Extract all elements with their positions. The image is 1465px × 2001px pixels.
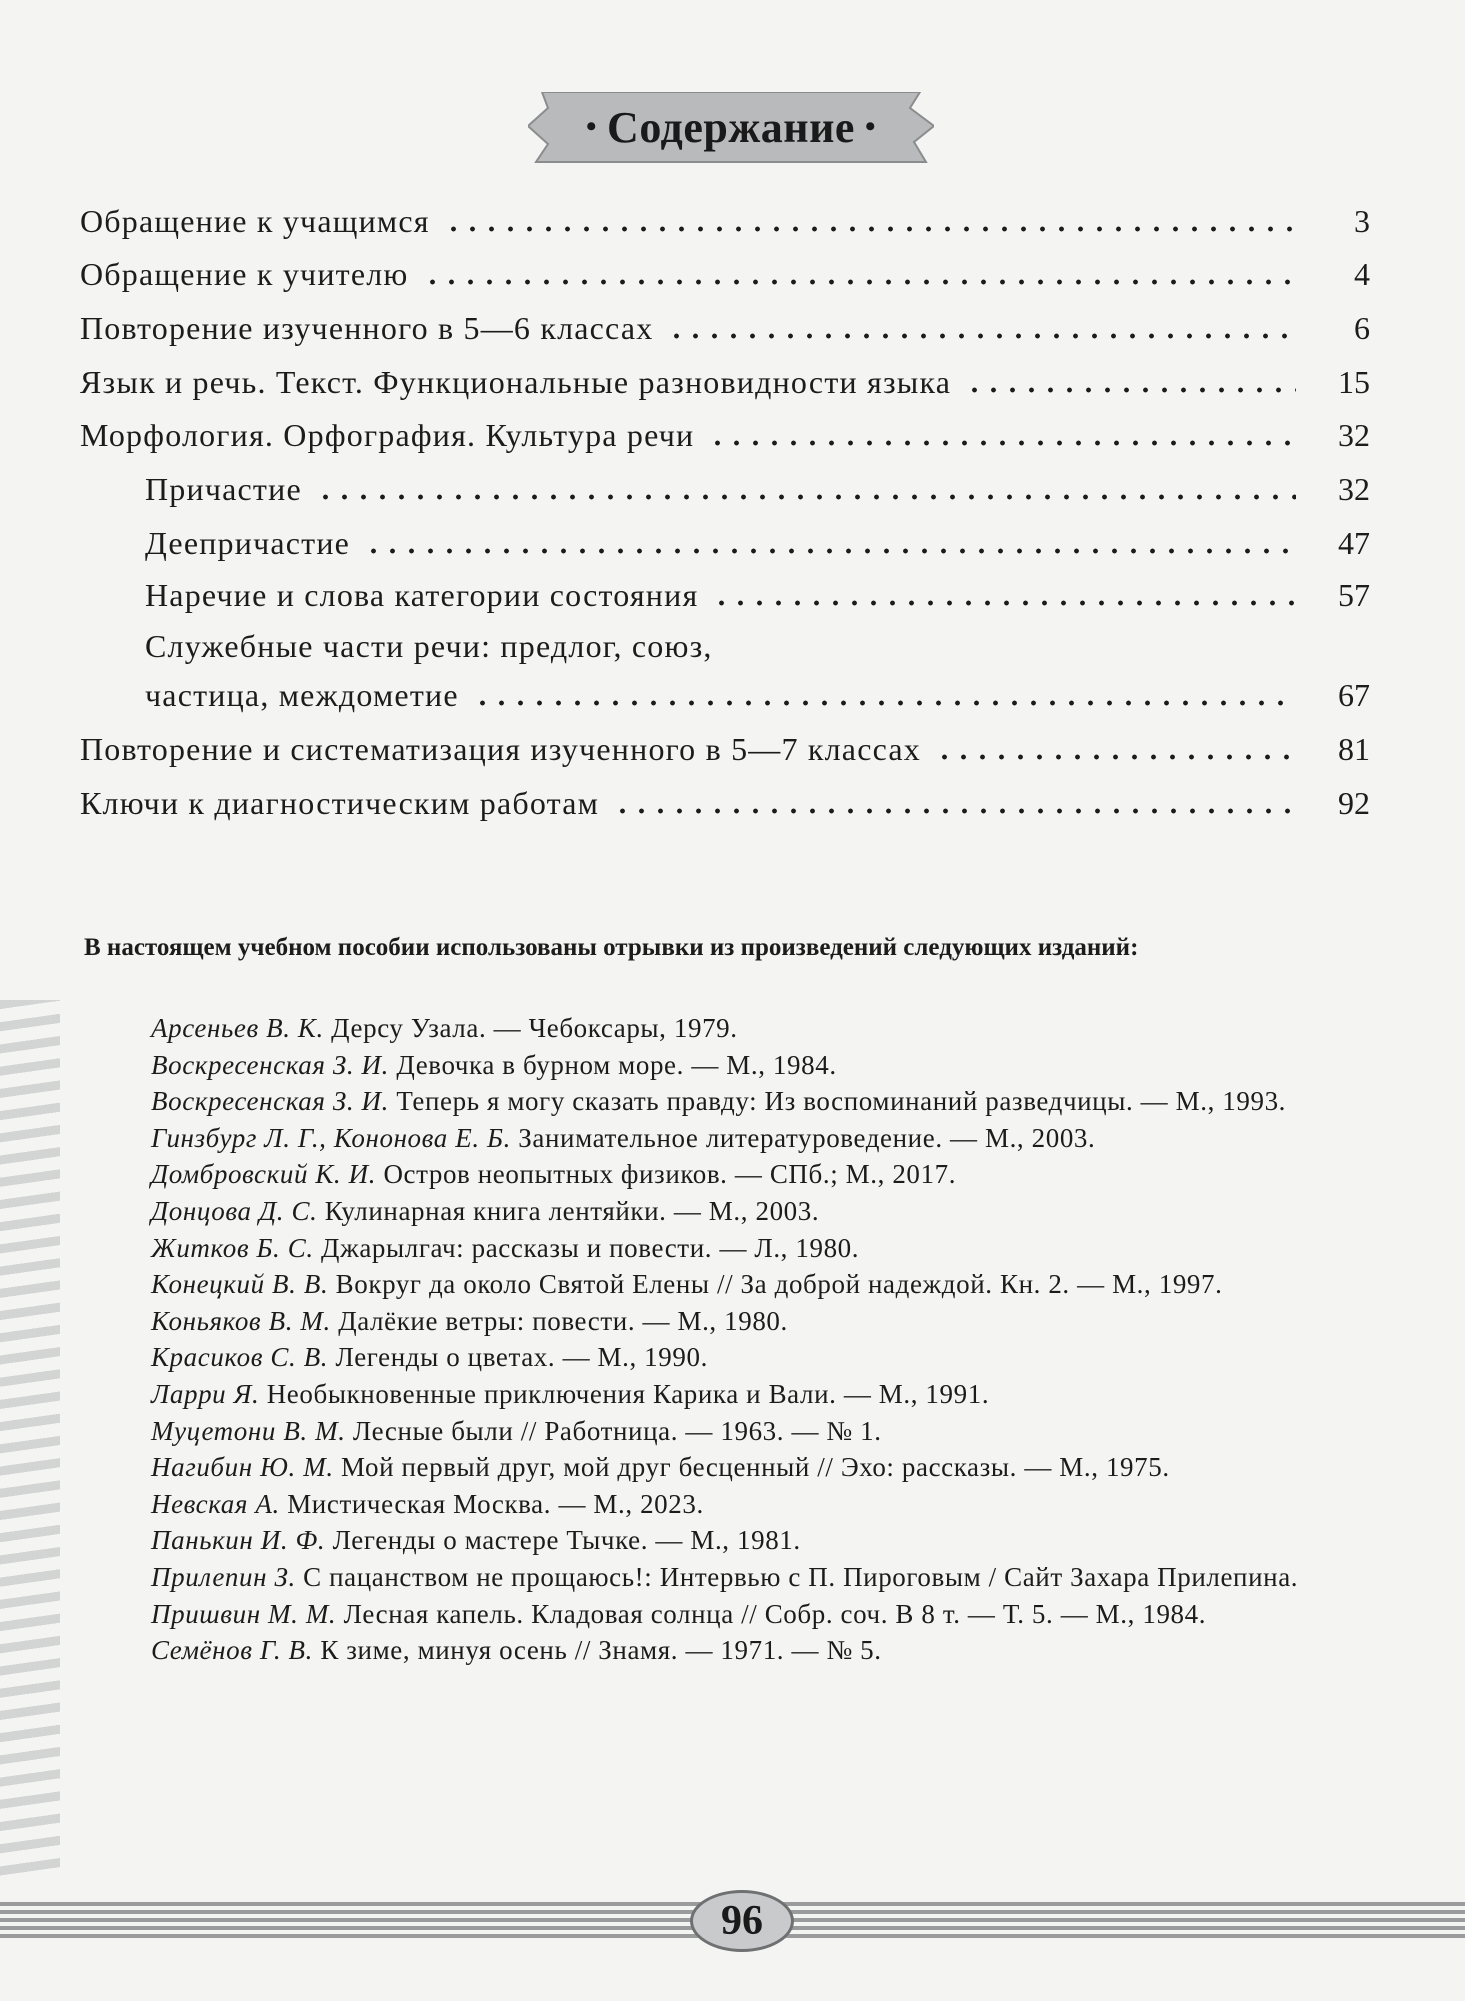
toc-dot-leader <box>364 548 1296 554</box>
source-author: Невская А. <box>151 1488 280 1519</box>
source-item <box>88 1193 1378 1230</box>
source-text: Необыкновенные приключения Карика и Вали. — М., 1991. <box>266 1378 990 1409</box>
source-author: Пришвин М. М. <box>151 1598 337 1629</box>
toc-entry-page: 67 <box>1338 677 1370 713</box>
source-author: Воскресенская З. И. <box>151 1049 389 1080</box>
source-text: Девочка в бурном море. — М., 1984. <box>396 1049 837 1080</box>
toc-entry-title: Морфология. Орфография. Культура речи <box>80 417 695 453</box>
toc-dot-leader <box>965 387 1296 393</box>
source-item <box>88 1596 1378 1633</box>
toc-dot-leader <box>444 226 1296 232</box>
source-author: Донцова Д. С. <box>151 1195 318 1226</box>
toc-entry-page: 4 <box>1354 256 1370 292</box>
source-author: Панькин И. Ф. <box>151 1525 326 1556</box>
source-text: Лесная капель. Кладовая солнца // Собр. соч. В 8 т. — Т. 5. — М., 1984. <box>343 1598 1207 1629</box>
toc-entry[interactable] <box>80 196 1370 240</box>
source-item <box>88 1559 1378 1596</box>
toc-entry-title: Причастие <box>145 471 302 507</box>
toc-entry[interactable] <box>80 249 1370 293</box>
source-text: Мой первый друг, мой друг бесценный // Эхо: рассказы. — М., 1975. <box>341 1452 1170 1483</box>
toc-entry-page: 47 <box>1338 525 1370 561</box>
source-item <box>88 1449 1378 1486</box>
source-text: Остров неопытных физиков. — СПб.; М., 2017. <box>383 1159 957 1190</box>
toc-entry-title: Повторение изученного в 5—6 классах <box>80 310 654 346</box>
sources-heading: В настоящем учебном пособии использованы отрывки из произведений следующих изданий: <box>84 934 1139 961</box>
source-text: С пацанством не прощаюсь!: Интервью с П. Пироговым / Сайт Захара Прилепина. <box>303 1561 1299 1592</box>
source-author: Домбровский К. И. <box>151 1159 377 1190</box>
toc-entry[interactable] <box>80 410 1370 454</box>
source-author: Гинзбург Л. Г., Кононова Е. Б. <box>151 1122 511 1153</box>
source-item <box>88 1156 1378 1193</box>
toc-entry-title: Деепричастие <box>145 525 351 561</box>
toc-entry-title: Повторение и систематизация изученного в 5—7 классах <box>80 731 922 767</box>
source-item <box>88 1010 1378 1047</box>
toc-dot-leader <box>712 600 1296 606</box>
bullet-left: • <box>586 110 598 143</box>
sources-list <box>88 1010 1378 1669</box>
toc-entry-page: 15 <box>1338 364 1370 400</box>
source-item <box>88 1413 1378 1450</box>
source-item <box>88 1376 1378 1413</box>
source-author: Ларри Я. <box>151 1378 260 1409</box>
source-text: Кулинарная книга лентяйки. — М., 2003. <box>324 1195 820 1226</box>
source-author: Конецкий В. В. <box>151 1269 329 1300</box>
toc-entry-page: 57 <box>1338 577 1370 613</box>
source-text: Далёкие ветры: повести. — М., 1980. <box>338 1305 788 1336</box>
source-text: Лесные были // Работница. — 1963. — № 1. <box>352 1415 882 1446</box>
source-item <box>88 1632 1378 1669</box>
contents-banner <box>528 92 934 168</box>
source-text: Легенды о мастере Тычке. — М., 1981. <box>332 1525 801 1556</box>
source-text: К зиме, минуя осень // Знамя. — 1971. — № 5. <box>320 1635 882 1666</box>
source-author: Житков Б. С. <box>151 1232 314 1263</box>
toc-entry-page: 6 <box>1354 310 1370 346</box>
source-author: Красиков С. В. <box>151 1342 329 1373</box>
toc-entry[interactable] <box>80 357 1370 401</box>
toc-entry-page: 32 <box>1338 417 1370 453</box>
toc-dot-leader <box>423 279 1296 285</box>
toc-entry-title: Обращение к учащимся <box>80 203 430 239</box>
toc-subentry[interactable] <box>145 518 1370 562</box>
source-item <box>88 1486 1378 1523</box>
toc-dot-leader <box>708 440 1296 446</box>
toc-entry-title-line1: Служебные части речи: предлог, союз, <box>145 628 713 664</box>
page-footer <box>0 1890 1465 1950</box>
source-text: Занимательное литературоведение. — М., 2003. <box>518 1122 1096 1153</box>
contents-title <box>528 92 934 162</box>
source-item <box>88 1266 1378 1303</box>
source-author: Прилепин З. <box>151 1561 296 1592</box>
source-item <box>88 1339 1378 1376</box>
source-text: Дерсу Узала. — Чебоксары, 1979. <box>331 1013 738 1043</box>
source-author: Арсеньев В. К. <box>151 1013 324 1043</box>
toc-dot-leader <box>316 494 1296 500</box>
toc-entry[interactable] <box>80 778 1370 822</box>
source-author: Воскресенская З. И. <box>151 1086 389 1117</box>
toc-entry-title: Ключи к диагностическим работам <box>80 785 600 821</box>
source-item <box>88 1230 1378 1267</box>
source-item <box>88 1047 1378 1084</box>
toc-dot-leader <box>473 700 1296 706</box>
bullet-right: • <box>864 110 876 143</box>
toc-entry-title: Обращение к учителю <box>80 256 409 292</box>
toc-entry-page: 32 <box>1338 471 1370 507</box>
source-text: Джарылгач: рассказы и повести. — Л., 1980. <box>321 1232 860 1263</box>
toc-entry[interactable] <box>80 724 1370 768</box>
source-item <box>88 1120 1378 1157</box>
source-author: Нагибин Ю. М. <box>151 1452 334 1483</box>
toc-subentry[interactable] <box>145 464 1370 508</box>
toc-dot-leader <box>935 754 1296 760</box>
toc-entry-title: частица, междометие <box>145 677 459 713</box>
toc-entry-title: Наречие и слова категории состояния <box>145 577 699 613</box>
page-number: 96 <box>690 1890 794 1952</box>
toc-entry-page: 92 <box>1338 785 1370 821</box>
source-author: Коньяков В. М. <box>151 1305 331 1336</box>
source-item <box>88 1522 1378 1559</box>
source-text: Вокруг да около Святой Елены // За доброй надеждой. Кн. 2. — М., 1997. <box>335 1269 1223 1300</box>
toc-entry-page: 81 <box>1338 731 1370 767</box>
toc-dot-leader <box>613 808 1296 814</box>
toc-dot-leader <box>667 333 1296 339</box>
source-author: Семёнов Г. В. <box>151 1635 313 1666</box>
left-decorative-stripes <box>0 1000 60 1880</box>
source-author: Муцетони В. М. <box>151 1415 346 1446</box>
toc-subentry[interactable] <box>145 670 1370 714</box>
toc-subentry[interactable] <box>145 570 1370 614</box>
source-item <box>88 1083 1378 1120</box>
source-item <box>88 1303 1378 1340</box>
toc-entry[interactable] <box>80 303 1370 347</box>
toc-entry-title: Язык и речь. Текст. Функциональные разновидности языка <box>80 364 952 400</box>
source-text: Легенды о цветах. — М., 1990. <box>335 1342 708 1373</box>
toc-entry-page: 3 <box>1354 203 1370 239</box>
source-text: Мистическая Москва. — М., 2023. <box>287 1488 704 1519</box>
source-text: Теперь я могу сказать правду: Из воспоминаний разведчицы. — М., 1993. <box>396 1086 1287 1117</box>
contents-title-text: Содержание <box>607 102 855 152</box>
